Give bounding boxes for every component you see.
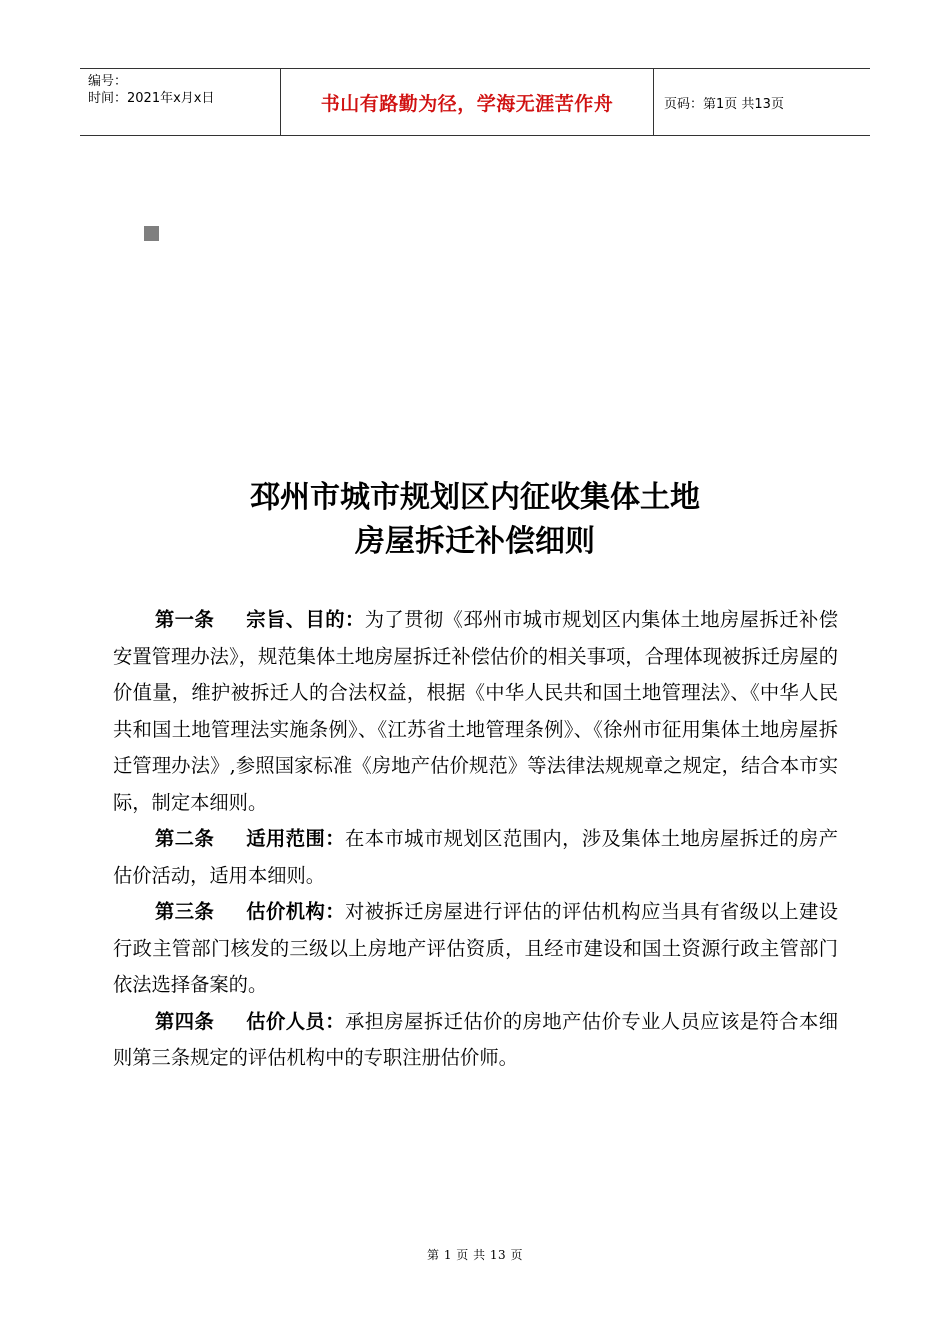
- square-bullet-icon: [144, 226, 159, 241]
- document-body: [113, 602, 838, 1077]
- article-heading: 估价人员：: [246, 1009, 345, 1033]
- title-line-2: 房屋拆迁补偿细则: [355, 524, 595, 559]
- header-page-info: 页码：第1页 共13页: [664, 96, 784, 112]
- document-title: [0, 476, 950, 564]
- article-3: [113, 894, 838, 1004]
- article-heading: 宗旨、目的：: [246, 608, 365, 631]
- document-header: [80, 68, 870, 136]
- article-number: 第四条: [155, 1009, 215, 1033]
- article-number: 第一条: [155, 608, 215, 631]
- article-2: [113, 821, 838, 894]
- article-text: 承担房屋拆迁估价的房地产估价专业人员应该是符合本细则第三条规定的评估机构中的专职注册估价师。: [113, 1009, 839, 1069]
- page-footer: 第 1 页 共 13 页: [427, 1248, 523, 1262]
- article-text: 在本市城市规划区范围内，涉及集体土地房屋拆迁的房产估价活动，适用本细则。: [113, 827, 839, 887]
- number-label: 编号：: [88, 74, 128, 89]
- title-line-1: 邳州市城市规划区内征收集体土地: [250, 480, 700, 515]
- article-heading: 估价机构：: [246, 900, 345, 923]
- article-1: [113, 602, 838, 821]
- article-text: 为了贯彻《邳州市城市规划区内集体土地房屋拆迁补偿安置管理办法》，规范集体土地房屋拆迁补偿估价的相关事项，合理体现被拆迁房屋的价值量，维护被拆迁人的合法权益，根据《中华人民共和国土地管理法》、《中华人民共和国土地管理法实施条例》、《江苏省土地管理条例》、《徐州市征用集体土地房屋拆迁管理办法》,参照国家标准《房地产估价规范》等法律法规规章之规定，结合本市实际，制定本细则。: [113, 608, 839, 814]
- article-heading: 适用范围：: [246, 827, 345, 850]
- time-label: 时间：2021年x月x日: [88, 91, 215, 106]
- article-number: 第三条: [155, 900, 215, 923]
- header-meta-cell: [80, 69, 281, 135]
- article-text: 对被拆迁房屋进行评估的评估机构应当具有省级以上建设行政主管部门核发的三级以上房地产评估资质，且经市建设和国土资源行政主管部门依法选择备案的。: [113, 900, 839, 996]
- header-motto: 书山有路勤为径，学海无涯苦作舟: [281, 69, 654, 135]
- article-4: [113, 1004, 838, 1077]
- article-number: 第二条: [155, 827, 215, 850]
